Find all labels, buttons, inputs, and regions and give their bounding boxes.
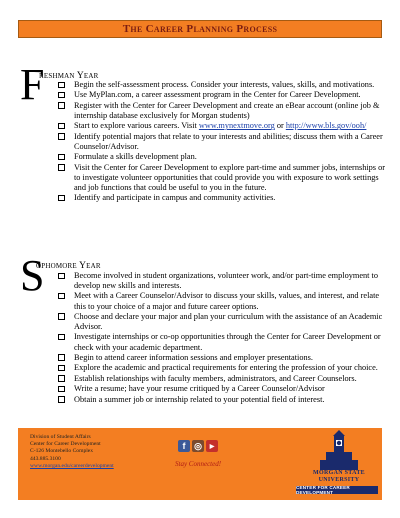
checklist-item [58, 291, 386, 311]
checkbox-bullet-icon [58, 273, 65, 280]
checkbox-bullet-icon [58, 375, 65, 382]
checklist-item [58, 312, 386, 332]
address-line: 443.885.3100 [30, 455, 61, 462]
freshman-checklist [58, 80, 386, 204]
checklist-item [58, 101, 386, 121]
checkbox-bullet-icon [58, 164, 65, 171]
checklist-item-text: Obtain a summer job or internship related to your potential field of interest. [74, 394, 325, 404]
checkbox-bullet-icon [58, 102, 65, 109]
checkbox-bullet-icon [58, 293, 65, 300]
checklist-item-text: Begin the self-assessment process. Consider your interests, values, skills, and motivations. [74, 80, 375, 89]
checklist-item [58, 163, 386, 193]
checkbox-bullet-icon [58, 354, 65, 361]
checklist-item-text: Investigate internships or co-op opportunities through the Center for Career Development or check with your academic department. [74, 332, 381, 352]
checkbox-bullet-icon [58, 334, 65, 341]
page-title: The Career Planning Process [122, 23, 278, 35]
checklist-item [58, 271, 386, 291]
checklist-item-text: Identify and participate in campus and community activities. [74, 193, 276, 203]
checkbox-bullet-icon [58, 154, 65, 161]
facebook-icon[interactable]: f [178, 440, 190, 452]
checklist-item-text: Register with the Center for Career Development and create an eBear account (online job & internship database exclusively for Morgan students) [74, 100, 380, 120]
link-separator: or [274, 121, 286, 131]
freshman-drop-cap: F [20, 60, 45, 109]
checklist-item [58, 121, 386, 131]
instagram-icon[interactable]: ◎ [192, 440, 204, 452]
checklist-item [58, 132, 386, 152]
title-banner [18, 20, 382, 38]
checklist-item [58, 193, 386, 203]
checkbox-bullet-icon [58, 365, 65, 372]
checklist-item-text: Choose and declare your major and plan your curriculum with the assistance of an Academic Advisor. [74, 311, 383, 332]
checklist-item [58, 332, 386, 352]
bls-ooh-link[interactable]: http://www.bls.gov/ooh/ [285, 121, 367, 131]
checklist-item-text: Visit the Center for Career Development to explore part-time and summer jobs, internships or to investigate volunteer opportunities that could provide you with exposure to work settings and job functions that could be useful to you in the future. [74, 162, 386, 192]
sophomore-heading: ophomore Year [36, 261, 101, 271]
footer [18, 428, 382, 500]
clock-tower-icon [280, 430, 378, 474]
youtube-icon[interactable]: ▶ [206, 440, 218, 452]
address-line: Center for Career Development [30, 441, 101, 448]
checklist-item-text: Identify potential majors that relate to your interests and abilities; discuss them with a Career Counselor/Advisor. [74, 131, 383, 151]
checklist-item-text: Use MyPlan.com, a career assessment program in the Center for Career Development. [74, 90, 361, 100]
address-line: Division of Student Affairs [30, 434, 91, 440]
checklist-item-text: Meet with a Career Counselor/Advisor to discuss your skills, values, and interest, and relate this to your choice of a major and future career options. [74, 291, 380, 311]
sophomore-checklist [58, 271, 386, 405]
checklist-item [58, 384, 386, 394]
freshman-heading: reshman Year [39, 71, 99, 81]
mynextmove-link[interactable]: www.mynextmove.org [198, 121, 275, 131]
sophomore-drop-cap: S [20, 251, 45, 300]
checklist-item [58, 374, 386, 384]
checklist-item-text: Write a resume; have your resume critiqued by a Career Counselor/Advisor [74, 384, 325, 394]
checklist-item [58, 353, 386, 363]
checklist-item [58, 90, 386, 100]
stay-connected-tagline: Stay Connected! [175, 460, 222, 468]
university-name: MORGAN STATE UNIVERSITY [313, 470, 365, 483]
checklist-item-text: Become involved in student organizations, volunteer work, and/or part-time employment to develop new skills and interests. [74, 271, 378, 291]
checkbox-bullet-icon [58, 396, 65, 403]
checklist-item-text: Establish relationships with faculty members, administrators, and Career Counselors. [74, 373, 357, 383]
checkbox-bullet-icon [58, 82, 65, 89]
address-line: C-126 Montebello Complex [30, 448, 94, 455]
checklist-item [58, 363, 386, 373]
checklist-item-text: Start to explore various careers. Visit [74, 121, 199, 131]
checkbox-bullet-icon [58, 195, 65, 202]
checkbox-bullet-icon [58, 313, 65, 320]
checkbox-bullet-icon [58, 386, 65, 393]
checklist-item-text: Explore the academic and practical requirements for entering the profession of your choice. [74, 363, 378, 373]
checkbox-bullet-icon [58, 133, 65, 140]
checklist-item [58, 80, 386, 90]
social-icons [178, 440, 218, 452]
checklist-item [58, 395, 386, 405]
checklist-item-text: Begin to attend career information sessions and employer presentations. [74, 352, 313, 362]
checkbox-bullet-icon [58, 92, 65, 99]
checklist-item-text: Formulate a skills development plan. [74, 152, 197, 162]
msu-logo [280, 430, 378, 498]
checklist-item [58, 152, 386, 162]
center-label: CENTER FOR CAREER DEVELOPMENT [296, 486, 378, 494]
checkbox-bullet-icon [58, 123, 65, 130]
footer-address [30, 434, 114, 470]
footer-url-link[interactable]: www.morgan.edu/careerdevelopment [30, 462, 114, 469]
